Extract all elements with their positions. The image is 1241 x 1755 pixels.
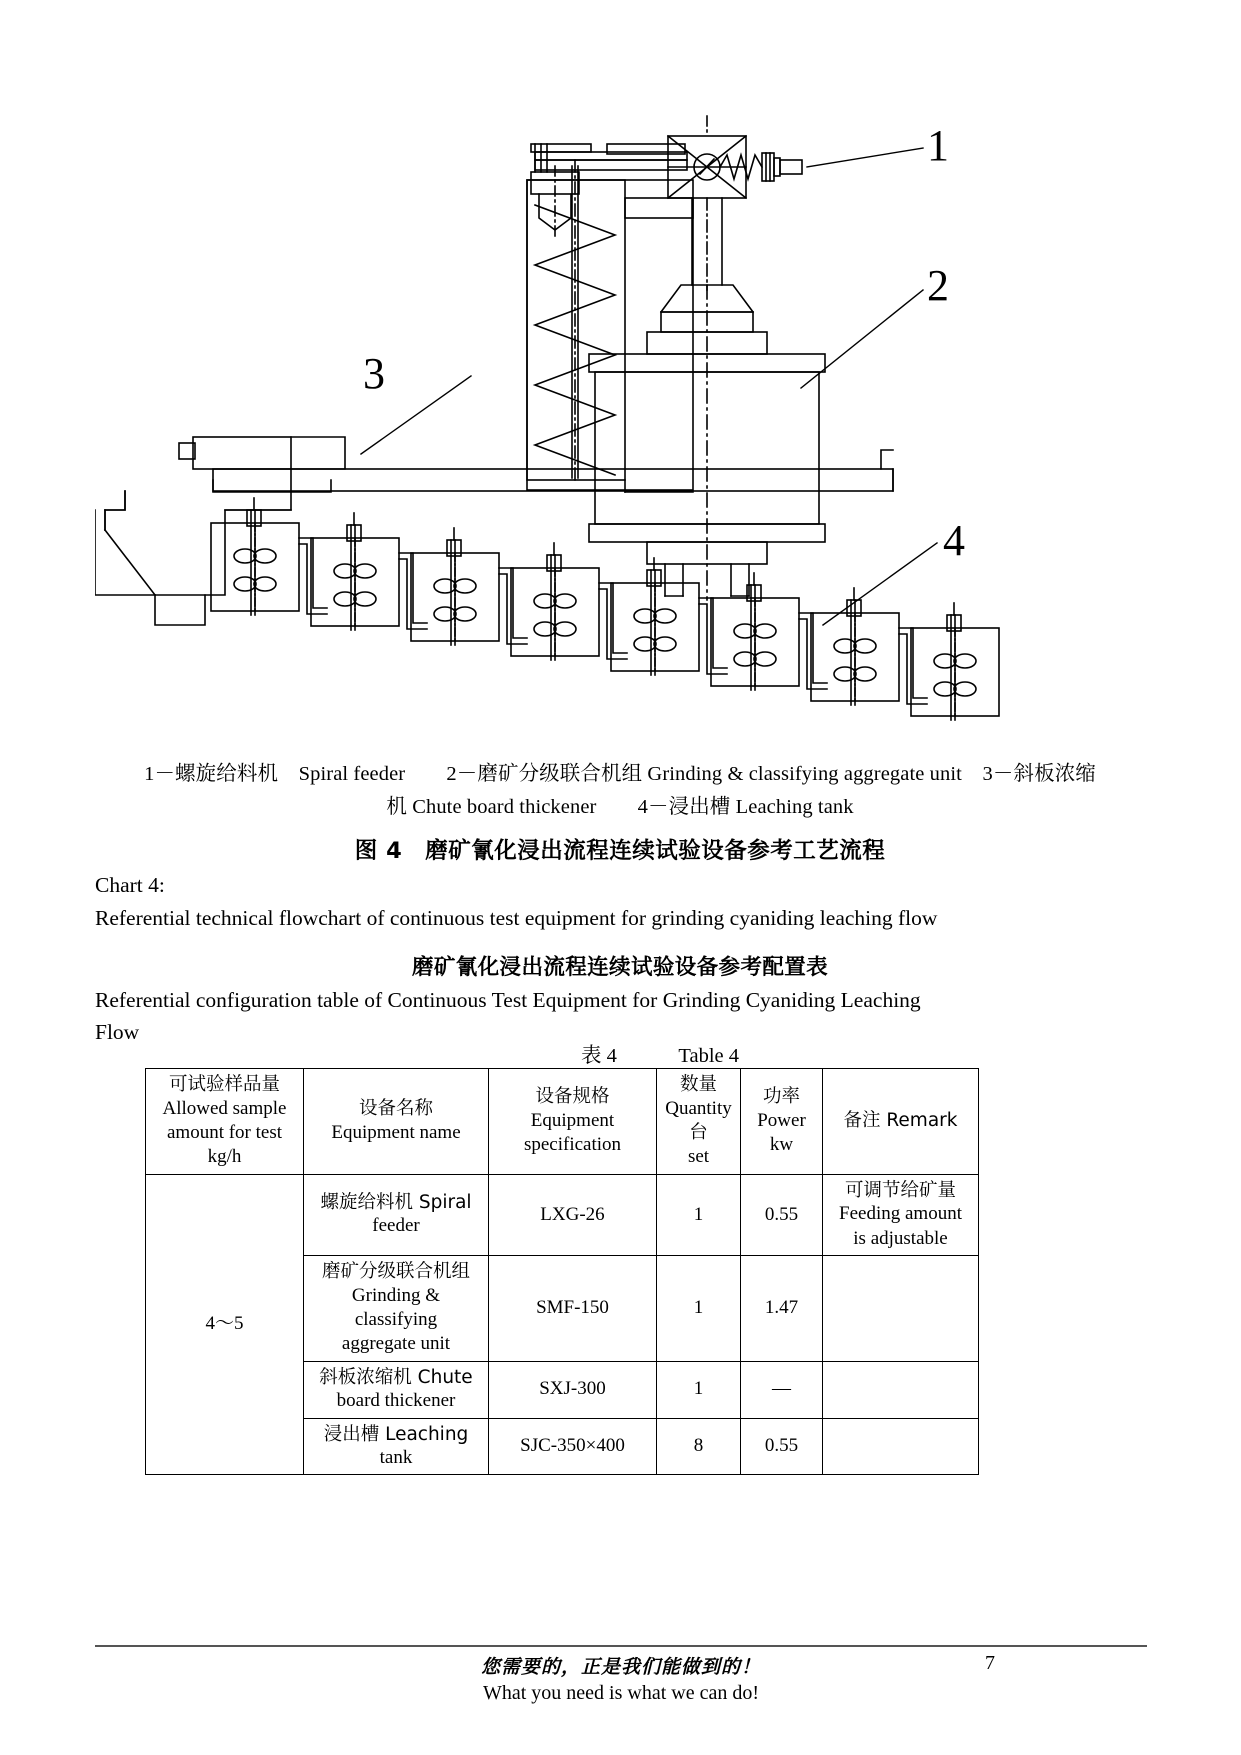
cell-equipment-name (304, 1255, 489, 1361)
cell-quantity: 1 (657, 1361, 741, 1418)
configuration-table (145, 1068, 979, 1475)
drive-shaft (692, 198, 722, 290)
column-header-quantity (657, 1069, 741, 1175)
cell-equipment-spec: SMF-150 (489, 1255, 657, 1361)
cell-quantity: 8 (657, 1418, 741, 1475)
column-header-equipment-spec-en1: Equipment (530, 1109, 615, 1131)
table-number-label: 表 4 Table 4 (581, 1045, 739, 1067)
leaching-tank (411, 528, 499, 645)
leaching-tank (711, 573, 799, 690)
cell-remark (823, 1174, 979, 1255)
figure-caption-english (95, 869, 1147, 934)
diagram-callout-1: 1 (927, 121, 949, 170)
column-header-allowed-sample (146, 1069, 304, 1175)
figure-legend-line-1: 1－螺旋给料机 Spiral feeder 2－磨矿分级联合机组 Grinding & classifying aggregate unit 3－斜板浓缩 (144, 763, 1096, 785)
table-row (146, 1174, 979, 1255)
classifier-feed-beam (531, 144, 687, 236)
cell-remark-en1: Feeding amount (839, 1203, 962, 1225)
classifier-frame (527, 180, 693, 490)
leaching-tank-cascade (211, 498, 999, 720)
page-number: 7 (985, 1652, 995, 1674)
figure-caption-english-text: Referential technical flowchart of continuous test equipment for grinding cyaniding leaching flow (95, 905, 938, 930)
cell-equipment-name-cn: 螺旋给料机 Spiral (320, 1191, 472, 1213)
footer-slogan-chinese: 您需要的，正是我们能做到的！ (480, 1656, 761, 1678)
cell-allowed-sample-amount: 4～5 (146, 1174, 304, 1475)
column-header-remark-text: 备注 Remark (843, 1110, 958, 1132)
cell-equipment-name-en: Grinding & (351, 1284, 441, 1306)
cell-remark (823, 1255, 979, 1361)
cell-power: — (741, 1361, 823, 1418)
column-header-power (741, 1069, 823, 1175)
cell-remark-en2: is adjustable (853, 1227, 948, 1249)
cell-equipment-name-en3: aggregate unit (341, 1333, 451, 1355)
cell-power: 1.47 (741, 1255, 823, 1361)
column-header-equipment-name-en: Equipment name (331, 1121, 461, 1143)
footer-slogan-english: What you need is what we can do! (482, 1682, 759, 1704)
thickener-return-pipe (881, 450, 893, 469)
diagram-callout-3: 3 (363, 349, 385, 398)
cell-equipment-name-cn: 浸出槽 Leaching (323, 1423, 469, 1445)
figure-legend-line-2: 机 Chute board thickener 4－浸出槽 Leaching tank (386, 796, 854, 819)
table-title-chinese: 磨矿氰化浸出流程连续试验设备参考配置表 (411, 955, 829, 980)
column-header-equipment-name (304, 1069, 489, 1175)
column-header-power-unit: kw (769, 1134, 794, 1156)
cell-equipment-name-en: feeder (372, 1215, 420, 1237)
column-header-equipment-spec (489, 1069, 657, 1175)
figure-caption-chart-label: Chart 4: (95, 873, 165, 897)
classifier-mill-duct (625, 198, 693, 492)
cell-equipment-spec: SXJ-300 (489, 1361, 657, 1418)
cell-equipment-name (304, 1418, 489, 1475)
spiral-classifier (527, 160, 625, 482)
table-title-english-line-2: Flow (95, 1020, 140, 1045)
leaching-tank (511, 543, 599, 660)
column-header-quantity-en: Quantity (665, 1097, 732, 1119)
column-header-power-en: Power (757, 1109, 806, 1131)
cell-power: 0.55 (741, 1174, 823, 1255)
column-header-allowed-sample-unit: kg/h (207, 1146, 242, 1168)
cell-remark (823, 1418, 979, 1475)
cell-power: 0.55 (741, 1418, 823, 1475)
cell-equipment-name-cn: 斜板浓缩机 Chute (319, 1366, 473, 1388)
leaching-tank (611, 558, 699, 675)
cell-equipment-spec: LXG-26 (489, 1174, 657, 1255)
cell-equipment-name-cn: 磨矿分级联合机组 (321, 1260, 470, 1282)
column-header-allowed-sample-cn: 可试验样品量 (168, 1074, 280, 1095)
table-header-row (146, 1069, 979, 1175)
column-header-equipment-name-cn: 设备名称 (358, 1098, 433, 1120)
cell-remark-cn: 可调节给矿量 (844, 1179, 956, 1201)
process-flow-diagram (95, 40, 1145, 740)
cell-equipment-name-en: tank (379, 1447, 413, 1469)
column-header-quantity-cn: 数量 (679, 1074, 717, 1096)
diagram-callout-4: 4 (943, 516, 965, 565)
leaching-tank (311, 513, 399, 630)
leaching-tank (811, 588, 899, 705)
cell-equipment-spec: SJC-350×400 (489, 1418, 657, 1475)
configuration-table-container (145, 1068, 978, 1475)
figure-caption-chinese: 图 4 磨矿氰化浸出流程连续试验设备参考工艺流程 (354, 838, 886, 864)
table-title-english-line-1: Referential configuration table of Continuous Test Equipment for Grinding Cyaniding Leaching (95, 988, 921, 1012)
chute-board-thickener (95, 437, 893, 625)
cell-equipment-name (304, 1174, 489, 1255)
footer-divider (95, 1645, 1147, 1647)
cell-equipment-name (304, 1361, 489, 1418)
diagram-callout-2: 2 (927, 261, 949, 310)
figure-legend (95, 758, 1145, 824)
cell-equipment-name-en: board thickener (336, 1390, 456, 1412)
column-header-equipment-spec-en2: specification (523, 1134, 622, 1156)
column-header-allowed-sample-en1: Allowed sample (162, 1097, 287, 1119)
cell-quantity: 1 (657, 1255, 741, 1361)
leaching-tank (911, 603, 999, 720)
column-header-remark (823, 1069, 979, 1175)
cell-remark (823, 1361, 979, 1418)
column-header-power-cn: 功率 (762, 1086, 800, 1108)
column-header-quantity-unit-cn: 台 (689, 1122, 708, 1144)
cell-equipment-name-en2: classifying (354, 1308, 438, 1330)
column-header-equipment-spec-cn: 设备规格 (535, 1086, 610, 1108)
column-header-allowed-sample-en2: amount for test (166, 1121, 283, 1143)
column-header-quantity-unit-en: set (687, 1145, 710, 1167)
cell-quantity: 1 (657, 1174, 741, 1255)
spiral-feeder-drive (668, 116, 802, 198)
